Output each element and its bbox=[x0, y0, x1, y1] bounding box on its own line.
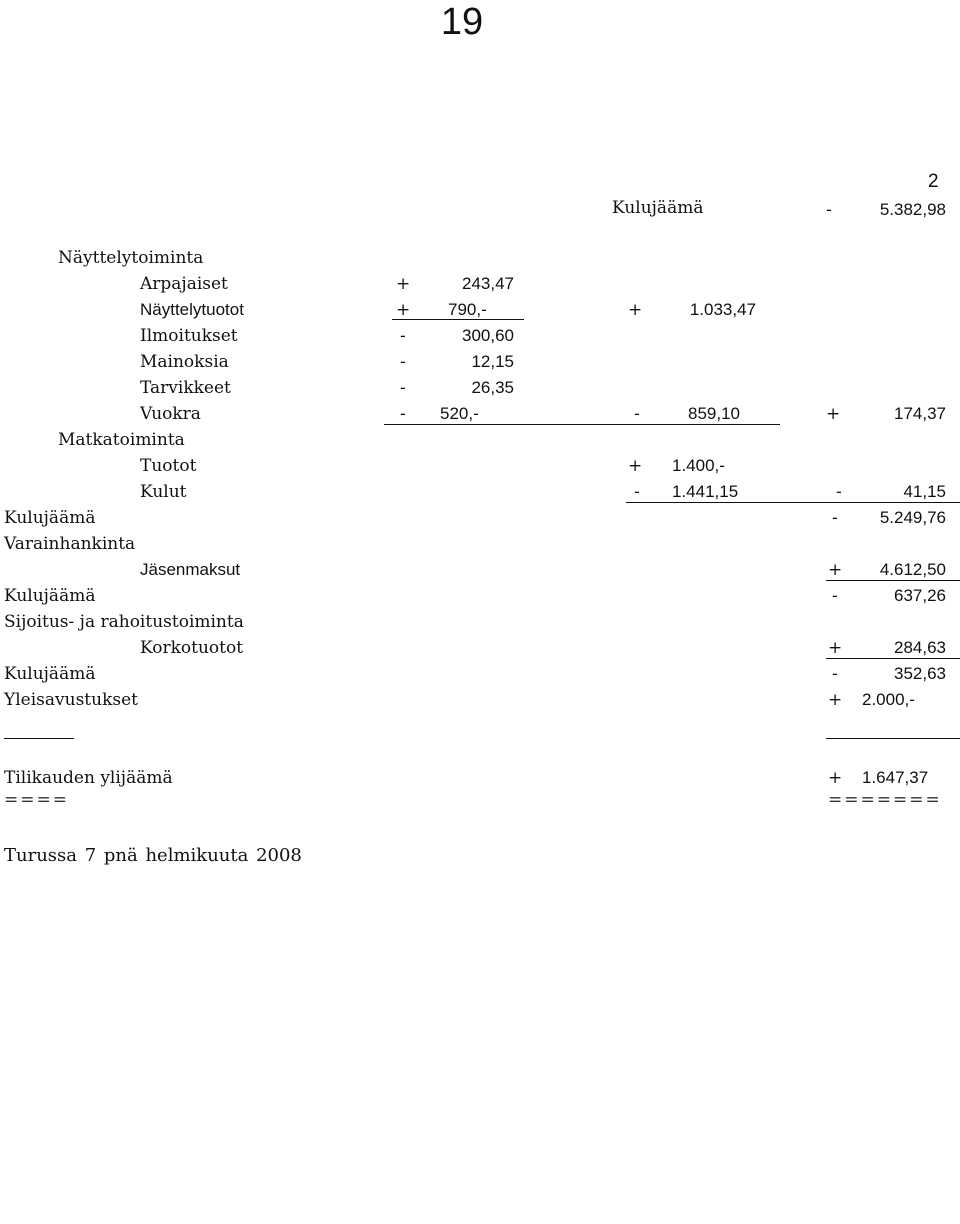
matka-total-sign: - bbox=[836, 482, 842, 502]
item-nayttelytuotot-label: Näyttelytuotot bbox=[140, 300, 244, 319]
kulujaama-1-value: 5.249,76 bbox=[879, 508, 946, 527]
item-ilmoitukset-label: Ilmoitukset bbox=[140, 326, 238, 346]
item-arpajaiset-value: 243,47 bbox=[462, 274, 514, 293]
item-tuotot-value: 1.400,- bbox=[672, 456, 725, 475]
item-kulut-label: Kulut bbox=[140, 482, 187, 502]
opening-kulujaama-sign: - bbox=[826, 200, 832, 220]
item-vuokra-label: Vuokra bbox=[140, 404, 201, 424]
kulujaama-2-value: 637,26 bbox=[894, 586, 946, 605]
item-tuotot-label: Tuotot bbox=[140, 456, 197, 476]
subtotal-expense-value: 859,10 bbox=[688, 404, 740, 423]
item-jasenmaksut-sign: + bbox=[828, 560, 843, 580]
kulujaama-1-label: Kulujäämä bbox=[4, 508, 96, 528]
kulujaama-2-sign: - bbox=[832, 586, 838, 606]
item-jasenmaksut-value: 4.612,50 bbox=[879, 560, 946, 579]
opening-kulujaama-label: Kulujäämä bbox=[612, 198, 704, 218]
section-heading-nayttelytoiminta: Näyttelytoiminta bbox=[58, 248, 204, 268]
item-vuokra-value: 520,- bbox=[440, 404, 479, 423]
item-kulut-sign: - bbox=[634, 482, 640, 502]
item-arpajaiset-sign: + bbox=[396, 274, 411, 294]
item-tarvikkeet-label: Tarvikkeet bbox=[140, 378, 231, 398]
item-kulut-value: 1.441,15 bbox=[672, 482, 739, 501]
underline-matka bbox=[626, 502, 960, 503]
result-value: 1.647,37 bbox=[862, 768, 929, 787]
matka-total-value: 41,15 bbox=[903, 482, 946, 501]
subtotal-income-value: 1.033,47 bbox=[689, 300, 756, 319]
underline-nayttely-income bbox=[392, 319, 524, 320]
item-arpajaiset-label: Arpajaiset bbox=[140, 274, 228, 294]
item-jasenmaksut-label: Jäsenmaksut bbox=[140, 560, 241, 579]
kulujaama-2-label: Kulujäämä bbox=[4, 586, 96, 606]
separator-right bbox=[826, 738, 960, 739]
place-date-line: Turussa 7 pnä helmikuuta 2008 bbox=[4, 845, 302, 866]
nayttely-total-sign: + bbox=[826, 404, 841, 424]
opening-kulujaama-value: 5.382,98 bbox=[879, 200, 946, 219]
kulujaama-3-sign: - bbox=[832, 664, 838, 684]
item-mainoksia-sign: - bbox=[400, 352, 406, 372]
yleisavustukset-sign: + bbox=[828, 690, 843, 710]
result-sign: + bbox=[828, 768, 843, 788]
item-korkotuotot-sign: + bbox=[828, 638, 843, 658]
separator-left bbox=[4, 738, 74, 739]
kulujaama-1-sign: - bbox=[832, 508, 838, 528]
subtotal-income-sign: + bbox=[628, 300, 643, 320]
nayttely-total-value: 174,37 bbox=[894, 404, 946, 423]
subtotal-expense-sign: - bbox=[634, 404, 640, 424]
page-number: 19 bbox=[440, 1, 484, 43]
double-underline-right: ======= bbox=[828, 790, 942, 810]
underline-sijoitus bbox=[826, 658, 960, 659]
yleisavustukset-value: 2.000,- bbox=[862, 690, 915, 709]
item-nayttelytuotot-sign: + bbox=[396, 300, 411, 320]
kulujaama-3-value: 352,63 bbox=[894, 664, 946, 683]
section-heading-sijoitus: Sijoitus- ja rahoitustoiminta bbox=[4, 612, 244, 632]
yleisavustukset-label: Yleisavustukset bbox=[4, 690, 138, 710]
item-vuokra-sign: - bbox=[400, 404, 406, 424]
sheet-number: 2 bbox=[928, 171, 939, 192]
item-nayttelytuotot-value: 790,- bbox=[448, 300, 487, 319]
kulujaama-3-label: Kulujäämä bbox=[4, 664, 96, 684]
section-heading-matkatoiminta: Matkatoiminta bbox=[58, 430, 185, 450]
item-korkotuotot-label: Korkotuotot bbox=[140, 638, 244, 658]
section-heading-varainhankinta: Varainhankinta bbox=[4, 534, 136, 554]
item-mainoksia-label: Mainoksia bbox=[140, 352, 229, 372]
result-label: Tilikauden ylijäämä bbox=[4, 768, 173, 788]
item-mainoksia-value: 12,15 bbox=[471, 352, 514, 371]
item-tarvikkeet-sign: - bbox=[400, 378, 406, 398]
underline-nayttely-expense bbox=[384, 424, 780, 425]
underline-varainhankinta bbox=[826, 580, 960, 581]
item-ilmoitukset-value: 300,60 bbox=[462, 326, 514, 345]
item-korkotuotot-value: 284,63 bbox=[894, 638, 946, 657]
item-tuotot-sign: + bbox=[628, 456, 643, 476]
item-tarvikkeet-value: 26,35 bbox=[471, 378, 514, 397]
item-ilmoitukset-sign: - bbox=[400, 326, 406, 346]
double-underline-left: ==== bbox=[4, 790, 69, 810]
